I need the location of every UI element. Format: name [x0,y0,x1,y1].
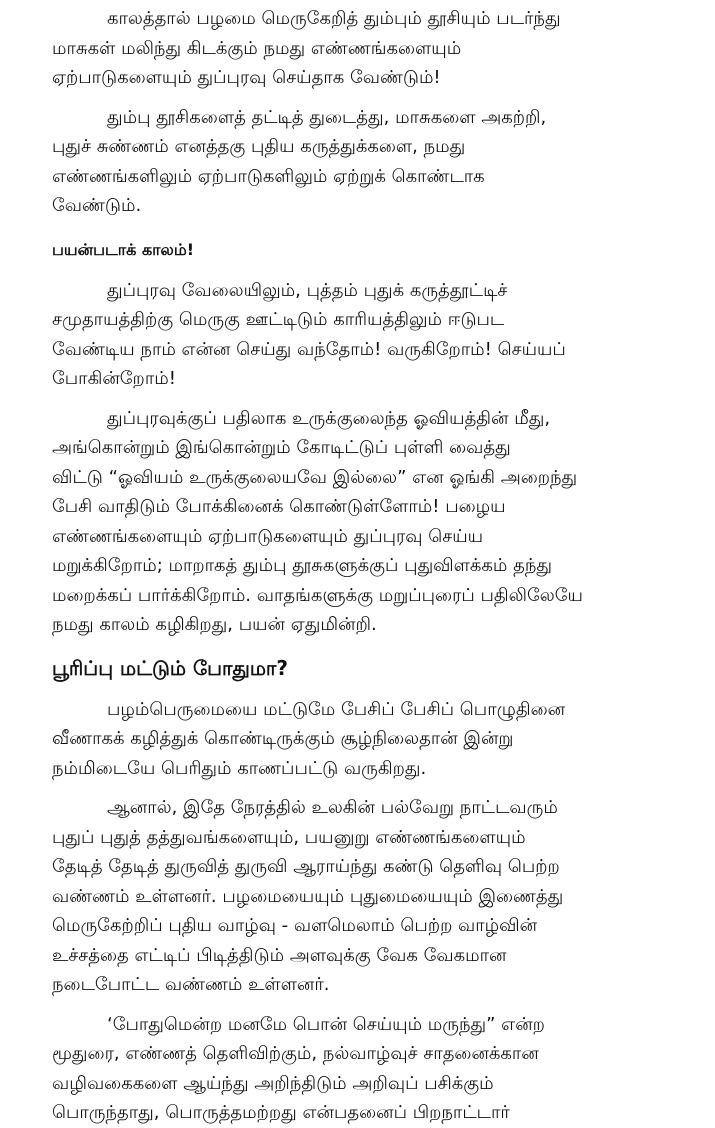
section-heading: பயன்படாக் காலம்! [52,239,194,259]
text-line: பொருந்தாது, பொருத்தமற்றது என்பதனைப் பிறநாட்டார் [52,1102,510,1123]
text-line: ஏற்பாடுகளையும் துப்புரவு செய்தாக வேண்டும்! [52,67,441,88]
paragraph-6 [52,793,693,1000]
text-line: துப்புரவு வேலையிலும், புத்தம் புதுக் கருத்தூட்டிச் [107,279,508,301]
text-line: மூதுரை, எண்ணத் தெளிவிற்கும், நல்வாழ்வுச் சாதனைக்கான [52,1043,539,1064]
text-line: உச்சத்தை எட்டிப் பிடித்திடும் அளவுக்கு வேக வேகமான [52,944,507,966]
text-line: விட்டு “ஓவியம் உருக்குலையவே இல்லை” என ஓங்கி அறைந்து [52,466,578,488]
text-line: தேடித் தேடித் துருவித் துருவி ஆராய்ந்து கண்டு தெளிவு பெற்ற [52,856,560,877]
text-line: மறைக்கப் பார்க்கிறோம். வாதங்களுக்கு மறுப்புரைப் பதிலிலேயே [52,584,583,606]
paragraph-7 [52,1010,693,1128]
paragraph-4 [52,404,693,640]
text-line: மாசுகள் மலிந்து கிடக்கும் நமது எண்ணங்களையும் [52,37,462,59]
text-line: வேண்டிய நாம் என்ன செய்து வந்தோம்! வருகிறோம்! செய்யப் [52,338,566,360]
text-line: நமது காலம் கழிகிறது, பயன் ஏதுமின்றி. [52,614,377,635]
text-line: வீணாகக் கழித்துக் கொண்டிருக்கும் சூழ்நிலைதான் இன்று [52,728,514,749]
text-line: பழம்பெருமையை மட்டுமே பேசிப் பேசிப் பொழுதினை [107,698,566,720]
text-line: ‘போதுமென்ற மனமே பொன் செய்யும் மருந்து” என்ற [107,1013,545,1035]
text-line: மெருகேற்றிப் புதிய வாழ்வு - வளமெலாம் பெற்ற வாழ்வின் [52,915,538,936]
text-line: போகின்றோம்! [52,368,176,389]
text-line: வண்ணம் உள்ளனர். பழமையையும் புதுமையையும் இணைத்து [52,885,564,907]
paragraph-5 [52,695,693,784]
text-line: எண்ணங்களையும் ஏற்பாடுகளையும் துப்புரவு செய்ய [52,525,484,547]
text-line: மறுக்கிறோம்; மாறாகத் தும்பு தூசுகளுக்குப் புதுவிளக்கம் தந்து [52,555,553,576]
paragraph-1 [52,4,693,93]
text-line: வேண்டும். [52,195,142,216]
text-line: அங்கொன்றும் இங்கொன்றும் கோடிட்டுப் புள்ளி வைத்து [52,437,511,458]
text-line: தும்பு தூசிகளைத் தட்டித் துடைத்து, மாசுகளை அகற்றி, [107,106,547,128]
text-line: பேசி வாதிடும் போக்கினைக் கொண்டுள்ளோம்! பழைய [52,496,506,517]
section-heading: பூரிப்பு மட்டும் போதுமா? [52,655,288,680]
paragraph-3 [52,276,693,394]
text-line: புதுச் சுண்ணம் எனத்தகு புதிய கருத்துக்களை, நமது [52,136,466,157]
text-line: ஆனால், இதே நேரத்தில் உலகின் பல்வேறு நாட்டவரும் [107,797,558,818]
text-line: காலத்தால் பழமை மெருகேறித் தும்பும் தூசியும் படர்ந்து [107,8,561,29]
paragraph-2 [52,103,693,221]
text-line: துப்புரவுக்குப் பதிலாக உருக்குலைந்த ஓவியத்தின் மீது, [107,407,551,429]
text-line: வழிவகைகளை ஆய்ந்து அறிந்திடும் அறிவுப் பசிக்கும் [52,1072,494,1094]
text-line: சமுதாயத்திற்கு மெருகு ஊட்டிடும் காரியத்திலும் ஈடுபட [52,309,505,330]
text-line: எண்ணங்களிலும் ஏற்பாடுகளிலும் ஏற்றுக் கொண்டாக [52,165,485,187]
text-line: நம்மிடையே பெரிதும் காணப்பட்டு வருகிறது. [52,757,427,779]
text-line: நடைபோட்ட வண்ணம் உள்ளனர். [52,974,330,995]
text-line: புதுப் புதுத் தத்துவங்களையும், பயனுறு எண்ணங்களையும் [52,826,526,848]
